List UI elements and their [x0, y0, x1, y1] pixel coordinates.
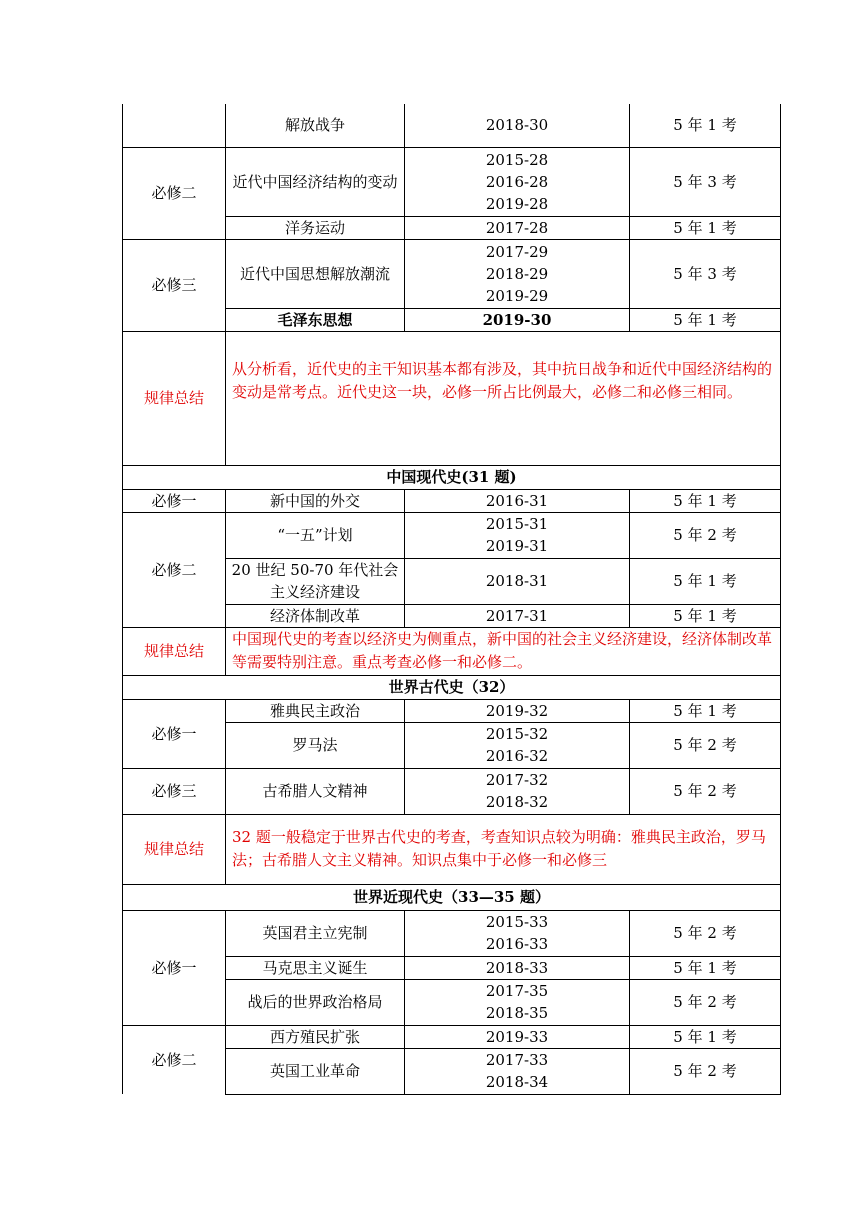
frequency-cell: 5 年 1 考	[630, 308, 781, 331]
module-cell: 必修二	[123, 147, 226, 239]
table-row	[123, 768, 781, 814]
table-row	[123, 512, 781, 558]
year-cell: 2017-32 2018-32	[405, 768, 630, 814]
table-row	[123, 699, 781, 722]
topic-cell: 马克思主义诞生	[226, 956, 405, 979]
year-cell: 2018-30	[405, 104, 630, 147]
table-row	[123, 239, 781, 308]
topic-cell: 新中国的外交	[226, 489, 405, 512]
frequency-cell: 5 年 1 考	[630, 104, 781, 147]
frequency-cell: 5 年 1 考	[630, 1025, 781, 1048]
module-cell: 必修二	[123, 1025, 226, 1094]
year-cell: 2017-33 2018-34	[405, 1048, 630, 1094]
topic-cell: 英国工业革命	[226, 1048, 405, 1094]
summary-text: 32 题一般稳定于世界古代史的考查，考查知识点较为明确：雅典民主政治，罗马法；古希腊人文主义精神。知识点集中于必修一和必修三	[226, 814, 781, 884]
summary-row	[123, 331, 781, 465]
section-row	[123, 884, 781, 910]
frequency-cell: 5 年 2 考	[630, 722, 781, 768]
section-title: 中国现代史(31 题)	[123, 465, 781, 489]
topic-cell: 经济体制改革	[226, 604, 405, 627]
frequency-cell: 5 年 1 考	[630, 604, 781, 627]
frequency-cell: 5 年 1 考	[630, 216, 781, 239]
year-cell: 2015-28 2016-28 2019-28	[405, 147, 630, 216]
section-title: 世界古代史（32）	[123, 675, 781, 699]
section-title: 世界近现代史（33—35 题）	[123, 884, 781, 910]
summary-text: 中国现代史的考查以经济史为侧重点，新中国的社会主义经济建设，经济体制改革等需要特别注意。重点考查必修一和必修二。	[226, 627, 781, 675]
year-cell: 2015-33 2016-33	[405, 910, 630, 956]
topic-cell: 罗马法	[226, 722, 405, 768]
topic-cell: 近代中国思想解放潮流	[226, 239, 405, 308]
year-cell: 2019-30	[405, 308, 630, 331]
frequency-cell: 5 年 1 考	[630, 489, 781, 512]
frequency-cell: 5 年 2 考	[630, 512, 781, 558]
year-cell: 2015-31 2019-31	[405, 512, 630, 558]
year-cell: 2016-31	[405, 489, 630, 512]
topic-cell: 毛泽东思想	[226, 308, 405, 331]
topic-cell: 雅典民主政治	[226, 699, 405, 722]
module-cell: 必修三	[123, 239, 226, 331]
frequency-cell: 5 年 3 考	[630, 239, 781, 308]
topic-cell: 战后的世界政治格局	[226, 979, 405, 1025]
module-cell: 必修一	[123, 910, 226, 1025]
module-cell: 必修三	[123, 768, 226, 814]
frequency-cell: 5 年 1 考	[630, 699, 781, 722]
module-cell: 必修一	[123, 489, 226, 512]
module-cell	[123, 104, 226, 147]
frequency-cell: 5 年 2 考	[630, 979, 781, 1025]
summary-label: 规律总结	[123, 627, 226, 675]
topic-cell: 20 世纪 50-70 年代社会主义经济建设	[226, 558, 405, 604]
table-row	[123, 1025, 781, 1048]
year-cell: 2019-32	[405, 699, 630, 722]
year-cell: 2017-29 2018-29 2019-29	[405, 239, 630, 308]
year-cell: 2017-28	[405, 216, 630, 239]
year-cell: 2017-31	[405, 604, 630, 627]
table-row	[123, 147, 781, 216]
frequency-cell: 5 年 1 考	[630, 956, 781, 979]
frequency-cell: 5 年 2 考	[630, 910, 781, 956]
table-row	[123, 489, 781, 512]
module-cell: 必修一	[123, 699, 226, 768]
table-row	[123, 104, 781, 147]
frequency-cell: 5 年 2 考	[630, 1048, 781, 1094]
section-row	[123, 675, 781, 699]
topic-cell: 洋务运动	[226, 216, 405, 239]
summary-row	[123, 627, 781, 675]
topic-cell: 古希腊人文精神	[226, 768, 405, 814]
summary-label: 规律总结	[123, 814, 226, 884]
year-cell: 2015-32 2016-32	[405, 722, 630, 768]
year-cell: 2018-33	[405, 956, 630, 979]
table-row	[123, 910, 781, 956]
frequency-cell: 5 年 2 考	[630, 768, 781, 814]
frequency-cell: 5 年 3 考	[630, 147, 781, 216]
exam-analysis-table	[122, 104, 781, 1095]
module-cell: 必修二	[123, 512, 226, 627]
topic-cell: 近代中国经济结构的变动	[226, 147, 405, 216]
year-cell: 2018-31	[405, 558, 630, 604]
section-row	[123, 465, 781, 489]
topic-cell: 英国君主立宪制	[226, 910, 405, 956]
topic-cell: 西方殖民扩张	[226, 1025, 405, 1048]
year-cell: 2019-33	[405, 1025, 630, 1048]
summary-row	[123, 814, 781, 884]
summary-label: 规律总结	[123, 331, 226, 465]
topic-cell: 解放战争	[226, 104, 405, 147]
frequency-cell: 5 年 1 考	[630, 558, 781, 604]
year-cell: 2017-35 2018-35	[405, 979, 630, 1025]
summary-text: 从分析看，近代史的主干知识基本都有涉及，其中抗日战争和近代中国经济结构的变动是常考点。近代史这一块，必修一所占比例最大，必修二和必修三相同。	[226, 331, 781, 465]
topic-cell: “一五”计划	[226, 512, 405, 558]
